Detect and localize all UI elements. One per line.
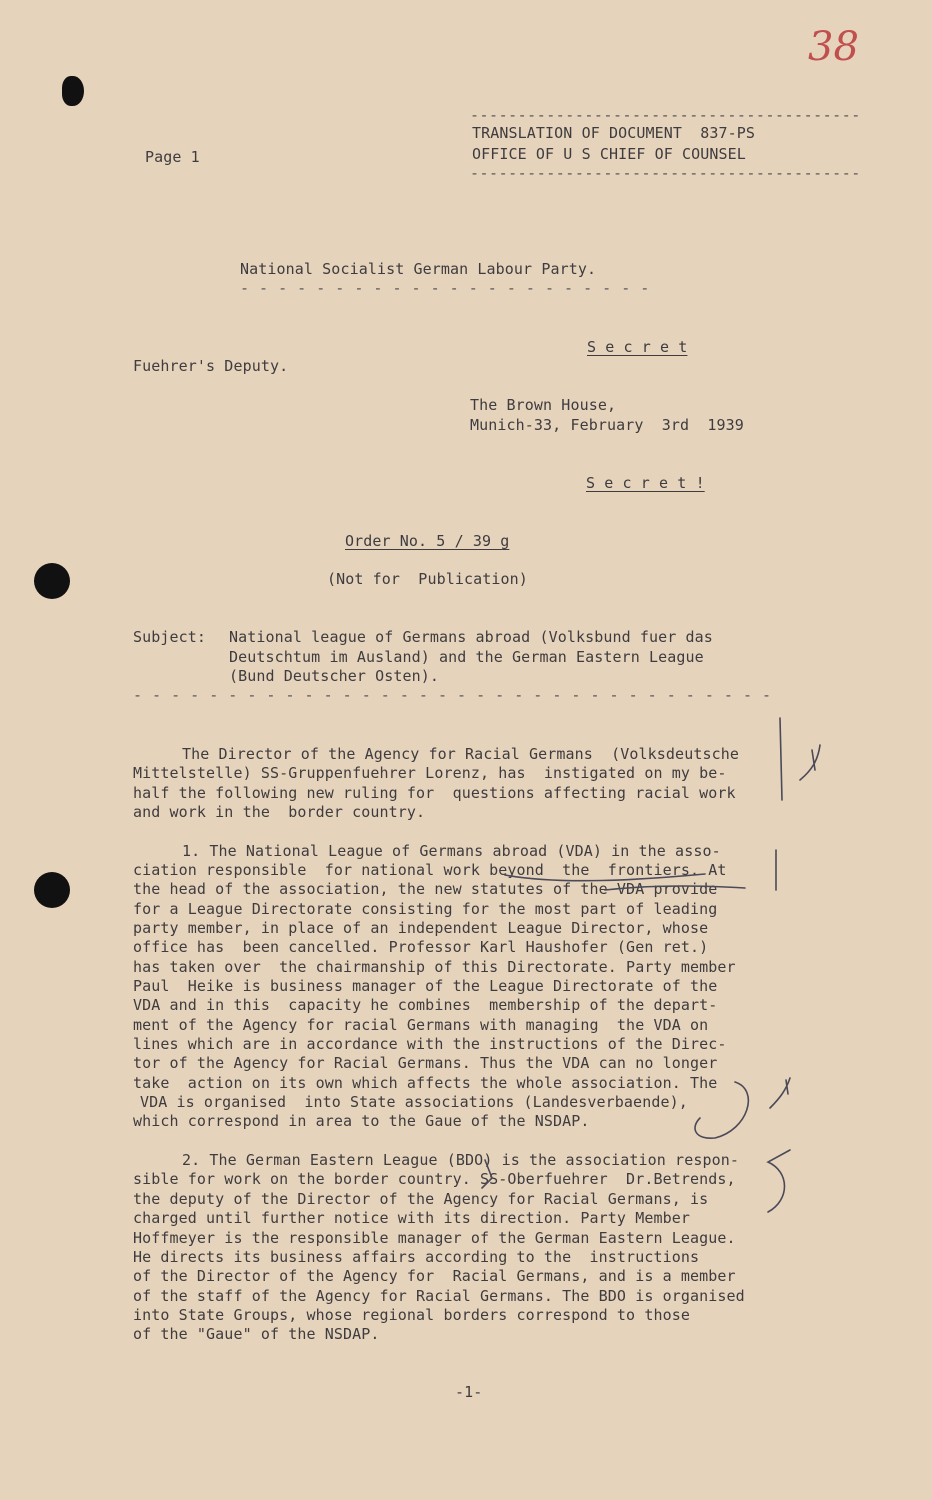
page-label: Page 1 (145, 148, 200, 166)
address-line-1: The Brown House, (470, 396, 617, 414)
order-number: Order No. 5 / 39 g (345, 532, 510, 550)
intro-line: Mittelstelle) SS-Gruppenfuehrer Lorenz, has instigated on my be- (133, 764, 727, 782)
archive-mark: 38 (808, 24, 859, 70)
circle-the-vda (695, 1082, 748, 1138)
fuehrers-deputy: Fuehrer's Deputy. (133, 357, 289, 375)
footer-page-number: -1- (455, 1383, 483, 1401)
para1-line: the head of the association, the new statutes of the VDA provide (133, 880, 718, 898)
para2-line: Hoffmeyer is the responsible manager of the German Eastern League. (133, 1229, 736, 1247)
header-rule-top: ----------------------------------------- (470, 106, 861, 124)
para2-line: charged until further notice with its direction. Party Member (133, 1209, 690, 1227)
para1-line: tor of the Agency for Racial Germans. Thus the VDA can no longer (133, 1054, 718, 1072)
para2-line: 2. The German Eastern League (BDO) is the association respon- (182, 1151, 739, 1169)
intro-line: The Director of the Agency for Racial Germans (Volksdeutsche (182, 745, 739, 763)
para2-line: sible for work on the border country. SS-Oberfuehrer Dr.Betrends, (133, 1170, 736, 1188)
para1-line: VDA and in this capacity he combines membership of the depart- (133, 996, 718, 1014)
strike-vda-provide (605, 886, 745, 890)
publication-note: (Not for Publication) (327, 570, 528, 588)
para2-line: of the Director of the Agency for Racial Germans, and is a member (133, 1267, 736, 1285)
secret-stamp-top: S e c r e t (587, 338, 688, 356)
para2-line: into State Groups, whose regional borders correspond to those (133, 1306, 690, 1324)
bracket-para2 (768, 1150, 790, 1212)
para2-line: He directs its business affairs according to the instructions (133, 1248, 700, 1266)
secret-stamp-bottom: S e c r e t ! (586, 474, 705, 492)
intro-line: half the following new ruling for questions affecting racial work (133, 784, 736, 802)
header-line-2: OFFICE OF U S CHIEF OF COUNSEL (472, 145, 746, 163)
header-line-1: TRANSLATION OF DOCUMENT 837-PS (472, 124, 756, 142)
para1-line: party member, in place of an independent League Director, whose (133, 919, 709, 937)
subject-rule: - - - - - - - - - - - - - - - - - - - - - - - - - - - - - - - - - - (133, 686, 772, 704)
para2-line: of the "Gaue" of the NSDAP. (133, 1325, 380, 1343)
party-name-rule: - - - - - - - - - - - - - - - - - - - - - - (240, 279, 650, 297)
para2-line: the deputy of the Director of the Agency for Racial Germans, is (133, 1190, 709, 1208)
underline-beyond-frontiers (505, 874, 705, 881)
party-name: National Socialist German Labour Party. (240, 260, 597, 278)
para1-line: which correspond in area to the Gaue of the NSDAP. (133, 1112, 590, 1130)
subject-line: (Bund Deutscher Osten). (229, 667, 440, 685)
header-rule-bottom: ----------------------------------------- (470, 164, 861, 182)
para1-line: take action on its own which affects the whole association. The (133, 1074, 718, 1092)
intro-line: and work in the border country. (133, 803, 426, 821)
para2-line: of the staff of the Agency for Racial Germans. The BDO is organised (133, 1287, 745, 1305)
address-line-2: Munich-33, February 3rd 1939 (470, 416, 744, 434)
para1-line: Paul Heike is business manager of the League Directorate of the (133, 977, 718, 995)
margin-tick-intro (800, 745, 820, 780)
para1-line: ment of the Agency for racial Germans with managing the VDA on (133, 1016, 709, 1034)
para1-line: ciation responsible for national work beyond the frontiers. At (133, 861, 727, 879)
subject-line: Deutschtum im Ausland) and the German Eastern League (229, 648, 704, 666)
para1-line: VDA is organised into State associations (Landesverbaende), (140, 1093, 688, 1111)
subject-line: National league of Germans abroad (Volksbund fuer das (229, 628, 713, 646)
para1-line: 1. The National League of Germans abroad (VDA) in the asso- (182, 842, 721, 860)
margin-tick-para1 (770, 1078, 790, 1108)
para1-line: for a League Directorate consisting for the most part of leading (133, 900, 718, 918)
para1-line: office has been cancelled. Professor Karl Haushofer (Gen ret.) (133, 938, 709, 956)
subject-label: Subject: (133, 628, 207, 646)
para1-line: has taken over the chairmanship of this Directorate. Party member (133, 958, 736, 976)
bracket-bdo-ss (482, 1160, 492, 1188)
margin-bracket-intro (780, 718, 782, 800)
para1-line: lines which are in accordance with the instructions of the Direc- (133, 1035, 727, 1053)
